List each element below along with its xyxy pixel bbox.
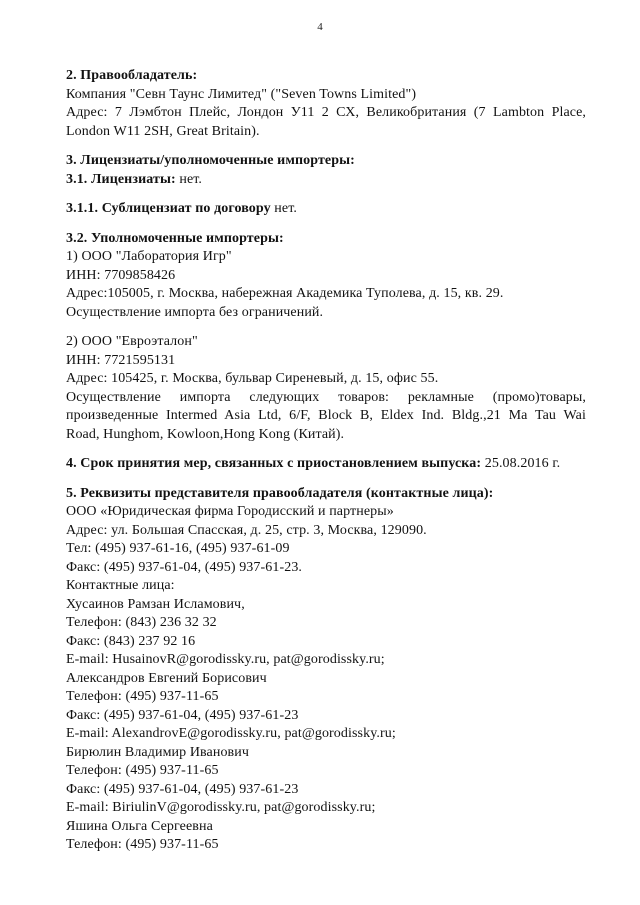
text-line xyxy=(66,86,586,105)
text-line xyxy=(66,503,586,522)
paragraph-gap xyxy=(66,219,586,230)
regular-text: Осуществление импорта без ограничений. xyxy=(66,304,324,320)
regular-text: Бирюлин Владимир Иванович xyxy=(66,744,250,760)
text-line xyxy=(66,762,586,781)
text-line xyxy=(66,104,586,123)
text-line xyxy=(66,248,586,267)
text-line xyxy=(66,304,586,323)
regular-text: Хусаинов Рамзан Исламович, xyxy=(66,596,245,612)
text-line xyxy=(66,836,586,855)
text-line xyxy=(66,200,586,219)
text-line xyxy=(66,230,586,249)
text-line xyxy=(66,633,586,652)
bold-text: 4. Срок принятия мер, связанных с приостановлением выпуска: xyxy=(66,456,482,471)
text-line xyxy=(66,407,586,426)
bold-text: 3. Лицензиаты/уполномоченные импортеры: xyxy=(66,153,355,168)
regular-text: Адрес: ул. Большая Спасская, д. 25, стр. 3, Москва, 129090. xyxy=(66,522,427,538)
text-line xyxy=(66,744,586,763)
text-line xyxy=(66,725,586,744)
regular-text: Телефон: (843) 236 32 32 xyxy=(66,615,217,630)
text-line xyxy=(66,333,586,352)
text-line xyxy=(66,285,586,304)
text-line xyxy=(66,352,586,371)
text-line xyxy=(66,577,586,596)
text-line xyxy=(66,389,586,408)
text-line xyxy=(66,67,586,86)
regular-text: London W11 2SH, Great Britain). xyxy=(66,123,260,139)
regular-text: Телефон: (495) 937-11-65 xyxy=(66,689,219,704)
text-line xyxy=(66,614,586,633)
text-line xyxy=(66,559,586,578)
regular-text: E-mail: BiriulinV@gorodissky.ru, pat@gorodissky.ru; xyxy=(66,800,376,815)
text-line xyxy=(66,781,586,800)
regular-text: ООО «Юридическая фирма Городисский и партнеры» xyxy=(66,504,394,519)
regular-text: Телефон: (495) 937-11-65 xyxy=(66,763,219,778)
paragraph-gap xyxy=(66,322,586,333)
text-line xyxy=(66,707,586,726)
regular-text: Адрес: 105425, г. Москва, бульвар Сиреневый, д. 15, офис 55. xyxy=(66,371,439,386)
regular-text: Тел: (495) 937-61-16, (495) 937-61-09 xyxy=(66,541,290,556)
regular-text: Александров Евгений Борисович xyxy=(66,670,267,686)
bold-text: 2. Правообладатель: xyxy=(66,68,198,83)
text-line xyxy=(66,267,586,286)
regular-text: 25.08.2016 г. xyxy=(481,456,561,471)
regular-text: E-mail: HusainovR@gorodissky.ru, pat@gorodissky.ru; xyxy=(66,652,385,667)
regular-text: E-mail: AlexandrovE@gorodissky.ru, pat@gorodissky.ru; xyxy=(66,726,396,741)
bold-text: 3.1.1. Сублицензиат по договору xyxy=(66,201,271,216)
paragraph-gap xyxy=(66,189,586,200)
text-line xyxy=(66,455,586,474)
text-line xyxy=(66,670,586,689)
text-line xyxy=(66,522,586,541)
text-line xyxy=(66,426,586,445)
bold-text: 5. Реквизиты представителя правообладателя (контактные лица): xyxy=(66,485,494,501)
text-line xyxy=(66,540,586,559)
regular-text: Адрес: 7 Лэмбтон Плейс, Лондон У11 2 СХ, Великобритания (7 Lambton Place, xyxy=(66,105,586,120)
regular-text: Road, Hunghom, Kowloon,Hong Kong (Китай). xyxy=(66,426,345,442)
regular-text: Осуществление импорта следующих товаров: рекламные (промо)товары, xyxy=(66,389,586,405)
bold-text: 3.1. Лицензиаты: xyxy=(66,171,176,187)
text-line xyxy=(66,596,586,615)
regular-text: произведенные Intermed Asia Ltd, 6/F, Block B, Eldex Ind. Bldg.,21 Ma Tau Wai xyxy=(66,408,586,423)
text-line xyxy=(66,651,586,670)
text-line xyxy=(66,370,586,389)
regular-text: нет. xyxy=(270,201,297,216)
paragraph-gap xyxy=(66,474,586,485)
regular-text: Яшина Ольга Сергеевна xyxy=(66,818,213,834)
paragraph-gap xyxy=(66,141,586,152)
text-line xyxy=(66,799,586,818)
bold-text: 3.2. Уполномоченные импортеры: xyxy=(66,230,284,246)
text-line xyxy=(66,152,586,171)
regular-text: 1) ООО "Лаборатория Игр" xyxy=(66,249,232,264)
regular-text: Факс: (495) 937-61-04, (495) 937-61-23 xyxy=(66,707,299,723)
text-line xyxy=(66,818,586,837)
regular-text: нет. xyxy=(175,171,203,187)
regular-text: Телефон: (495) 937-11-65 xyxy=(66,837,219,852)
text-line xyxy=(66,171,586,190)
text-line xyxy=(66,688,586,707)
regular-text: Компания "Севн Таунс Лимитед" ("Seven Towns Limited") xyxy=(66,86,417,102)
regular-text: ИНН: 7709858426 xyxy=(66,267,176,283)
regular-text: Факс: (495) 937-61-04, (495) 937-61-23 xyxy=(66,781,299,797)
text-line xyxy=(66,485,586,504)
page-number: 4 xyxy=(317,21,323,33)
text-line xyxy=(66,123,586,142)
regular-text: Контактные лица: xyxy=(66,578,175,593)
regular-text: ИНН: 7721595131 xyxy=(66,352,176,368)
paragraph-gap xyxy=(66,444,586,455)
regular-text: Факс: (843) 237 92 16 xyxy=(66,633,196,649)
regular-text: 2) ООО "Евроэталон" xyxy=(66,334,198,349)
regular-text: Адрес:105005, г. Москва, набережная Академика Туполева, д. 15, кв. 29. xyxy=(66,286,504,301)
regular-text: Факс: (495) 937-61-04, (495) 937-61-23. xyxy=(66,559,303,575)
document-body xyxy=(66,67,586,855)
